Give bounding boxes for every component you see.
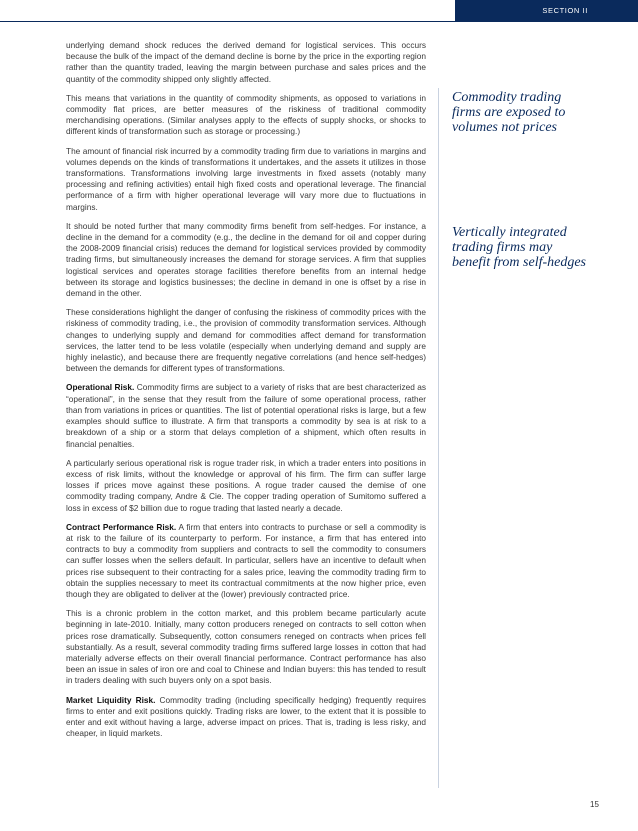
page-number: 15: [590, 800, 599, 809]
pull-quote-volumes: Commodity trading firms are exposed to volumes not prices: [452, 90, 566, 135]
paragraph-text: underlying demand shock reduces the derived demand for logistical services. This occurs because the bulk of the impact of the demand decline is borne by the price in the exporting region rather than the quantity traded, leaving the margin between purchase and sales prices and the quantity of the commodity shipped only slightly affected.: [66, 40, 426, 84]
paragraph: [66, 307, 426, 374]
paragraph-text: Commodity firms are subject to a variety of risks that are best characterized as “operational”, in the sense that they result from the failure of some operational process, rather than from variations in prices or quantities. The list of potential operational risks is large, but a few examples should suffice to illustrate. A firm that transports a commodity by sea is at risk to a breakdown of a ship or a storm that delays completion of a shipment, which often results in financial penalties.: [66, 382, 426, 449]
paragraph: [66, 382, 426, 449]
paragraph: [66, 93, 426, 138]
section-tab: [455, 0, 638, 22]
paragraph-text: This is a chronic problem in the cotton market, and this problem became particularly acute beginning in late-2010. Initially, many cotton producers reneged on contracts to sell cotton when prices rose dramatically. Subsequently, cotton consumers reneged on contracts when prices fell substantially. As a result, several commodity trading firms suffered large losses in cotton that had materially adverse effects on their overall financial performance. Contract performance has also been an issue in sales of iron ore and coal to Chinese and Indian buyers: this has tended to result in traders dealing with such buyers only on a spot basis.: [66, 608, 426, 686]
paragraph: [66, 221, 426, 299]
paragraph: [66, 608, 426, 686]
paragraph-text: These considerations highlight the danger of confusing the riskiness of commodity prices with the riskiness of commodity trading, i.e., the provision of commodity transformation services. Although changes to underlying supply and demand for commodities affect demand for transformation services, the latter tend to be less volatile (especially when underlying demand and supply are highly inelastic), and because there are frequently negative correlations (and hence self-hedges) between the demands for different types of transformations.: [66, 307, 426, 374]
paragraph-text: The amount of financial risk incurred by a commodity trading firm due to variations in margins and volumes depends on the kinds of transformations it undertakes, and the assets it utilizes in those transformations. Transformations involving large investments in fixed assets (notably many processing and refining activities) entail high fixed costs and operational leverage. The financial performance of a firm with higher operational leverage will vary more due to fluctuations in margins.: [66, 145, 426, 212]
paragraph-heading: Market Liquidity Risk.: [66, 694, 156, 705]
paragraph: [66, 695, 426, 740]
paragraph-text: Commodity trading (including specifically hedging) frequently requires firms to enter and exit positions quickly. Trading risks are lower, to the extent that it is possible to enter and exit without having a large, adverse impact on prices. That is, trading is less risky, and cheaper, in liquid markets.: [66, 694, 426, 739]
paragraph-heading: Operational Risk.: [66, 382, 135, 393]
section-header: [0, 0, 638, 22]
section-label: SECTION II: [542, 6, 588, 15]
margin-rule: [438, 88, 439, 788]
paragraph-text: A firm that enters into contracts to purchase or sell a commodity is at risk to the failure of its counterparty to perform. For instance, a firm that has entered into contracts to buy a commodity from suppliers and contracts to sell the commodity to consumers can suffer losses when the sellers default. In particular, sellers have an incentive to default when prices rise subsequent to their contracting for a sales price, leaving the commodity trading firm to obtain the supplies necessary to meet its contractual commitments at the now higher price, even though they are obligated to deliver at the (lower) previously contracted price.: [66, 521, 426, 599]
paragraph: [66, 522, 426, 600]
paragraph: [66, 146, 426, 213]
pull-quote-self-hedges: Vertically integrated trading firms may benefit from self-hedges: [452, 225, 587, 270]
body-text: [66, 40, 426, 747]
paragraph-heading: Contract Performance Risk.: [66, 521, 177, 532]
paragraph-text: A particularly serious operational risk is rogue trader risk, in which a trader enters into positions in excess of risk limits, without the knowledge or approval of his firm. The firm can suffer large losses if prices move against these positions. A rogue trader caused the demise of one commodity trading company, Andre & Cie. The copper trading operation of Sumitomo suffered a loss in excess of $2 billion due to rogue trading that lasted nearly a decade.: [66, 457, 426, 513]
paragraph: [66, 40, 426, 85]
header-divider: [0, 21, 638, 22]
paragraph-text: It should be noted further that many commodity firms benefit from self-hedges. For instance, a decline in the demand for a commodity (e.g., the decline in the demand for oil and copper during the 2008-2009 financial crisis) reduces the demand for logistical services provided by commodity trading firms, but simultaneously increases the demand for storage services. A firm that supplies logistical services and operates storage facilities therefore benefits from an internal hedge between its storage and logistics businesses; the decline in demand in one is offset by a rise in demand in the other.: [66, 220, 426, 299]
paragraph: [66, 458, 426, 514]
paragraph-text: This means that variations in the quantity of commodity shipments, as opposed to variations in commodity flat prices, are better measures of the riskiness of traditional commodity merchandising operations. (Similar analyses apply to the effects of supply shocks, or shocks to different kinds of transformation such as storage or processing.): [66, 92, 426, 137]
